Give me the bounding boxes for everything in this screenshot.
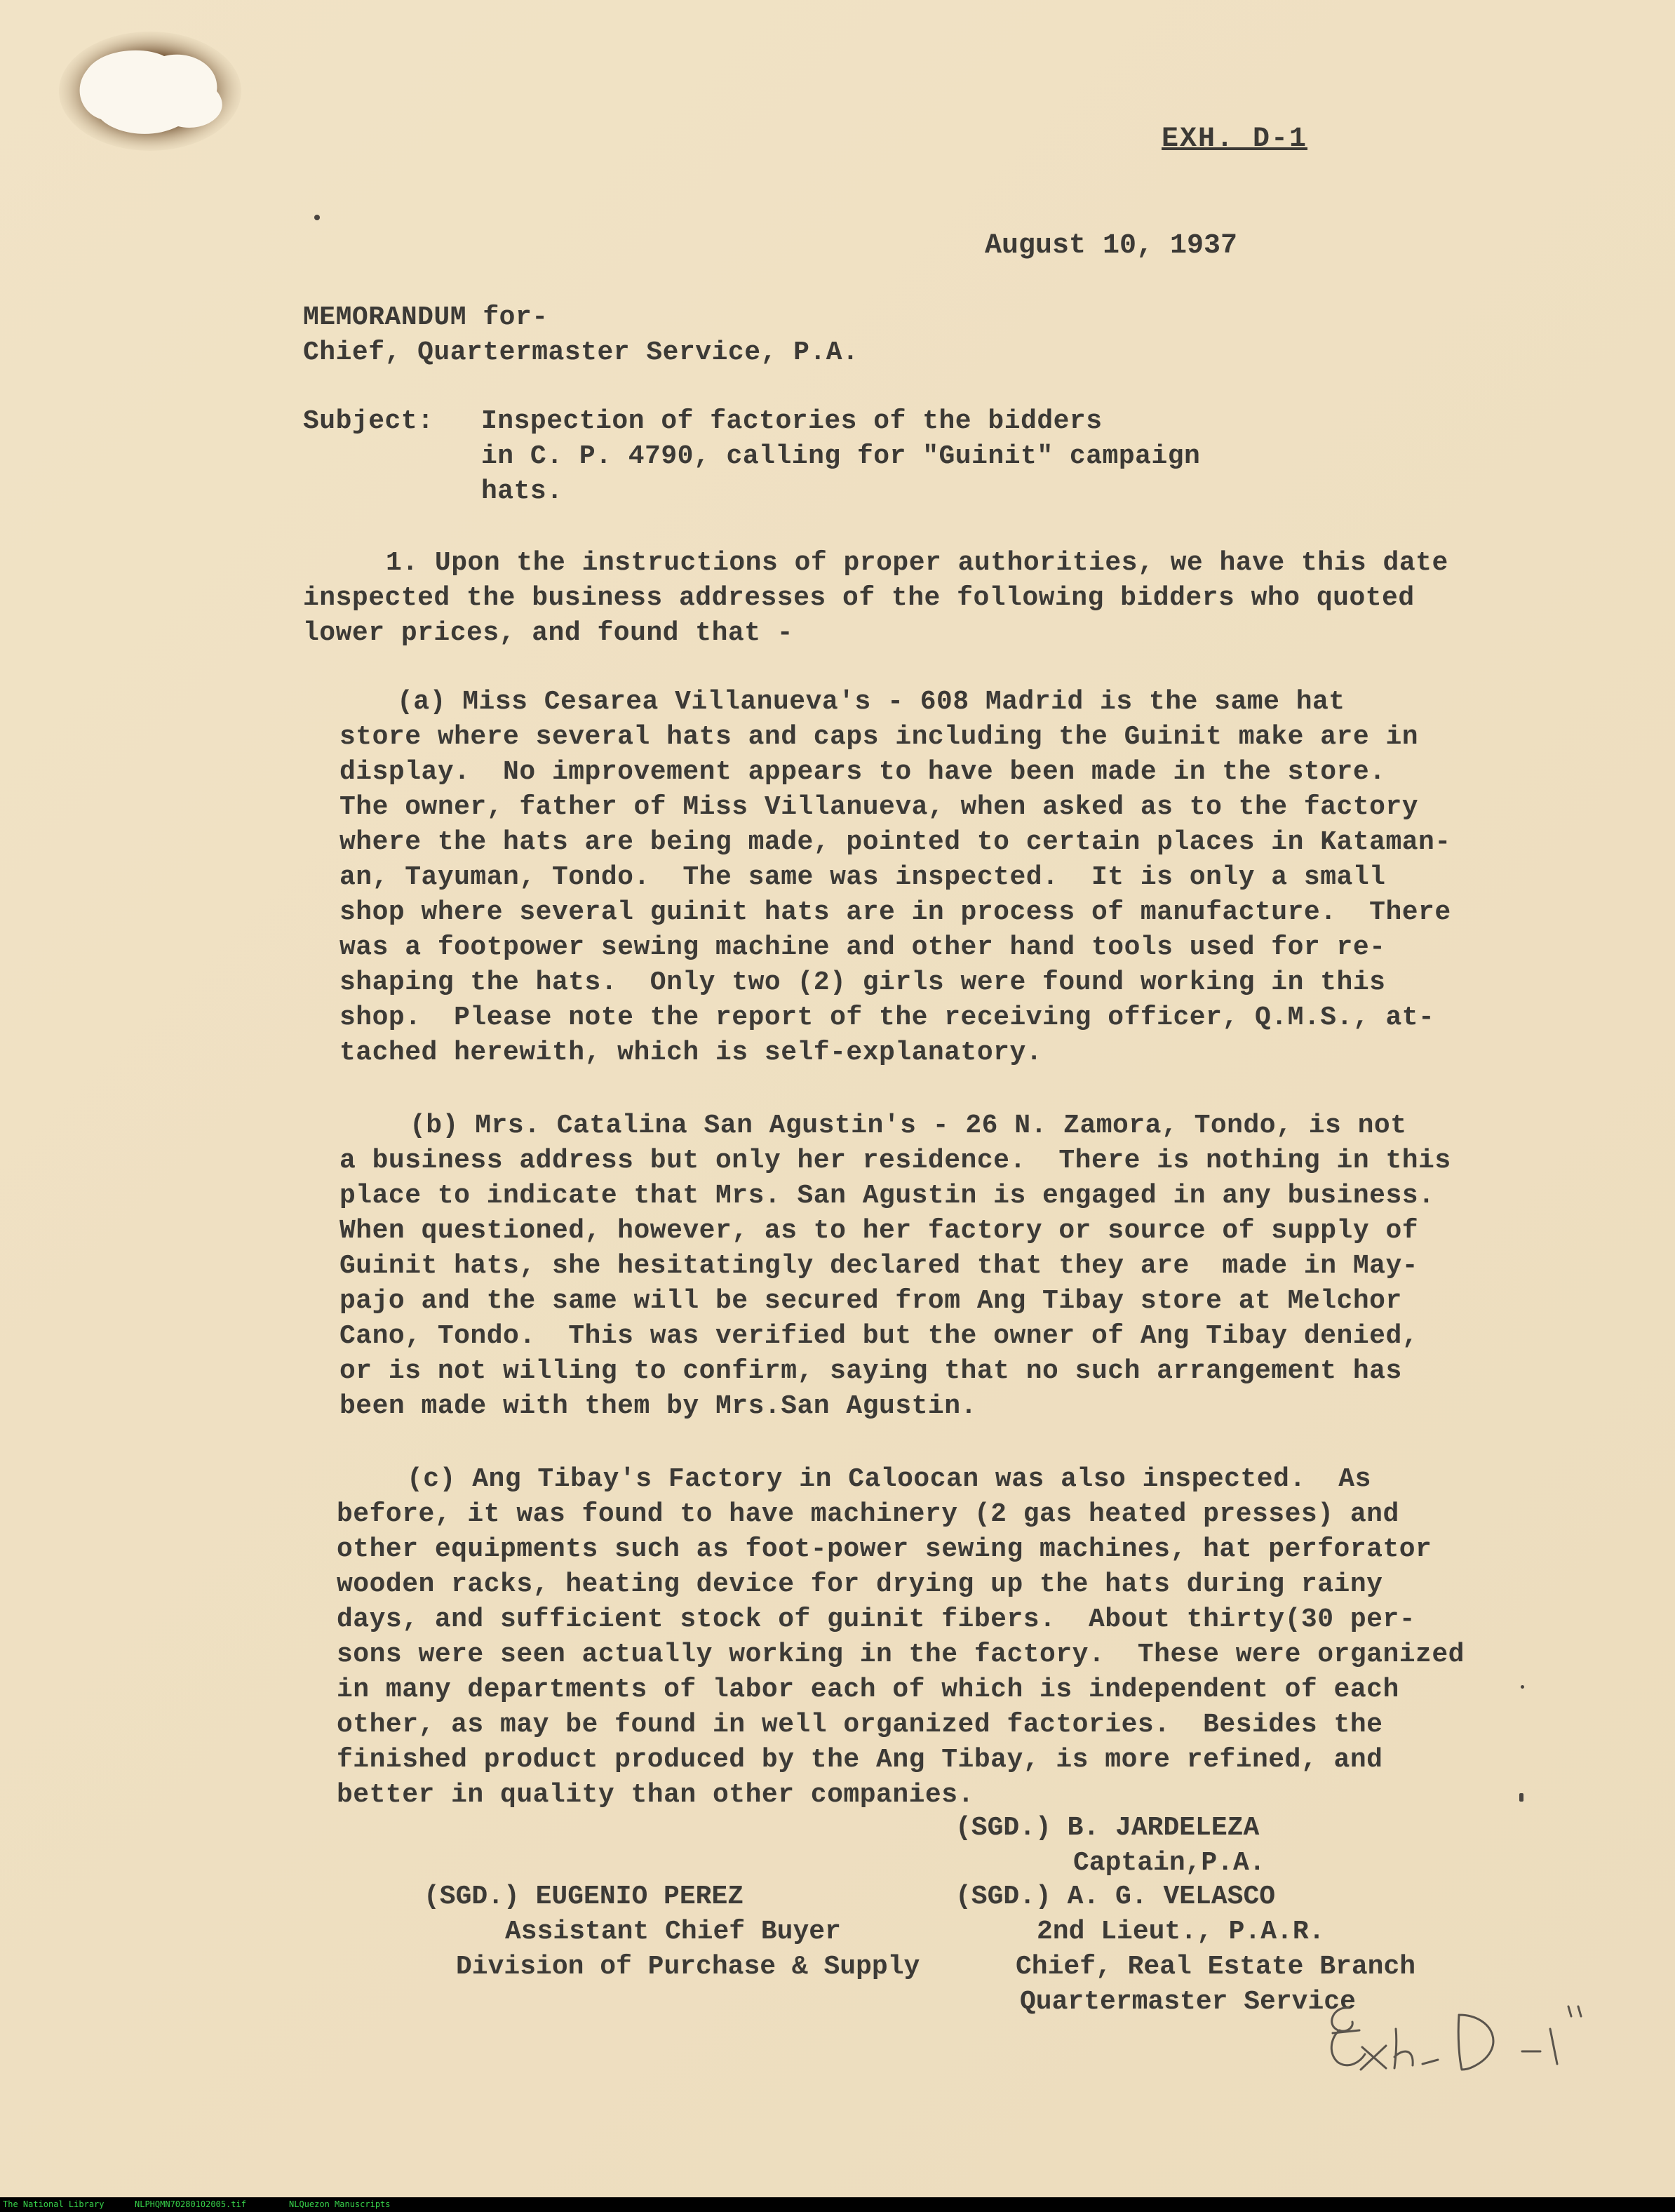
para-c-line: days, and sufficient stock of guinit fibers. About thirty(30 per-: [337, 1604, 1416, 1635]
para-b-line: Guinit hats, she hesitatingly declared that they are made in May-: [339, 1251, 1419, 1281]
para-b-line: pajo and the same will be secured from Ang Tibay store at Melchor: [339, 1286, 1402, 1316]
para-c-line: (c) Ang Tibay's Factory in Caloocan was also inspected. As: [407, 1464, 1371, 1494]
para-a-line: display. No improvement appears to have been made in the store.: [339, 757, 1386, 787]
para-a-line: store where several hats and caps including the Guinit make are in: [339, 722, 1419, 752]
para-b-line: or is not willing to confirm, saying that no such arrangement has: [339, 1356, 1402, 1386]
para-c-line: other, as may be found in well organized factories. Besides the: [337, 1710, 1383, 1740]
paragraph-1: [303, 546, 1538, 651]
footer-file-name: NLPHQMN70280102005.tif: [135, 2199, 246, 2209]
jardeleza-signature: (SGD.) B. JARDELEZA: [955, 1813, 1260, 1843]
velasco-service: Quartermaster Service: [1020, 1987, 1356, 2017]
para-b-line: When questioned, however, as to her factory or source of supply of: [339, 1216, 1419, 1246]
para-c-line: in many departments of labor each of which is independent of each: [337, 1675, 1399, 1705]
para-a-line: was a footpower sewing machine and other hand tools used for re-: [339, 932, 1386, 963]
para-a-line: The owner, father of Miss Villanueva, when asked as to the factory: [339, 792, 1419, 822]
para-a-line: shop where several guinit hats are in process of manufacture. There: [339, 897, 1451, 927]
para1-line: lower prices, and found that -: [303, 618, 794, 648]
para-b-line: been made with them by Mrs.San Agustin.: [339, 1391, 977, 1421]
subject-line-3: hats.: [481, 476, 563, 507]
para-a-line: shaping the hats. Only two (2) girls were found working in this: [339, 967, 1386, 998]
memo-to-line-2: Chief, Quartermaster Service, P.A.: [303, 337, 859, 368]
perez-signature: (SGD.) EUGENIO PEREZ: [424, 1882, 744, 1912]
archive-footer: [0, 2197, 1675, 2212]
subject-line-2: in C. P. 4790, calling for "Guinit" campaign: [481, 441, 1201, 471]
para-c-line: wooden racks, heating device for drying up the hats during rainy: [337, 1569, 1383, 1600]
para-a-line: an, Tayuman, Tondo. The same was inspected. It is only a small: [339, 862, 1386, 892]
para-c-line: other equipments such as foot-power sewing machines, hat perforator: [337, 1534, 1432, 1564]
para-a-line: (a) Miss Cesarea Villanueva's - 608 Madrid is the same hat: [397, 687, 1345, 717]
handwritten-exhibit-note: [1319, 1987, 1627, 2078]
paragraph-a: [339, 685, 1574, 1071]
para-c-line: sons were seen actually working in the factory. These were organized: [337, 1640, 1465, 1670]
ink-speck: [314, 215, 320, 220]
footer-collection: NLQuezon Manuscripts: [289, 2199, 391, 2209]
para-b-line: (b) Mrs. Catalina San Agustin's - 26 N. Zamora, Tondo, is not: [410, 1111, 1407, 1141]
memo-to-line-1: MEMORANDUM for-: [303, 302, 549, 333]
footer-library: The National Library: [3, 2199, 105, 2209]
para1-line: 1. Upon the instructions of proper authorities, we have this date: [386, 548, 1448, 578]
burn-mark: [59, 28, 248, 154]
para-c-line: before, it was found to have machinery (2 gas heated presses) and: [337, 1499, 1399, 1529]
para-b-line: a business address but only her residence. There is nothing in this: [339, 1146, 1451, 1176]
para-c-line: finished product produced by the Ang Tibay, is more refined, and: [337, 1745, 1383, 1775]
para-b-line: place to indicate that Mrs. San Agustin is engaged in any business.: [339, 1181, 1435, 1211]
perez-division: Division of Purchase & Supply: [456, 1952, 920, 1982]
para-a-line: tached herewith, which is self-explanatory.: [339, 1038, 1043, 1068]
subject-label: Subject:: [303, 406, 434, 436]
para-a-line: shop. Please note the report of the receiving officer, Q.M.S., at-: [339, 1003, 1435, 1033]
velasco-signature: (SGD.) A. G. VELASCO: [955, 1882, 1276, 1912]
para-a-line: where the hats are being made, pointed to certain places in Kataman-: [339, 827, 1451, 857]
velasco-rank: 2nd Lieut., P.A.R.: [1037, 1917, 1325, 1947]
para-b-line: Cano, Tondo. This was verified but the owner of Ang Tibay denied,: [339, 1321, 1419, 1351]
jardeleza-rank: Captain,P.A.: [1073, 1848, 1265, 1878]
exhibit-label: EXH. D-1: [1162, 123, 1308, 155]
paragraph-b: [339, 1108, 1574, 1424]
subject-line-1: Inspection of factories of the bidders: [481, 406, 1103, 436]
perez-title: Assistant Chief Buyer: [505, 1917, 841, 1947]
memo-date: August 10, 1937: [985, 230, 1238, 262]
para-c-line: better in quality than other companies.: [337, 1780, 974, 1810]
velasco-branch: Chief, Real Estate Branch: [1016, 1952, 1416, 1982]
para1-line: inspected the business addresses of the following bidders who quoted: [303, 583, 1415, 613]
paragraph-c: [337, 1462, 1571, 1813]
